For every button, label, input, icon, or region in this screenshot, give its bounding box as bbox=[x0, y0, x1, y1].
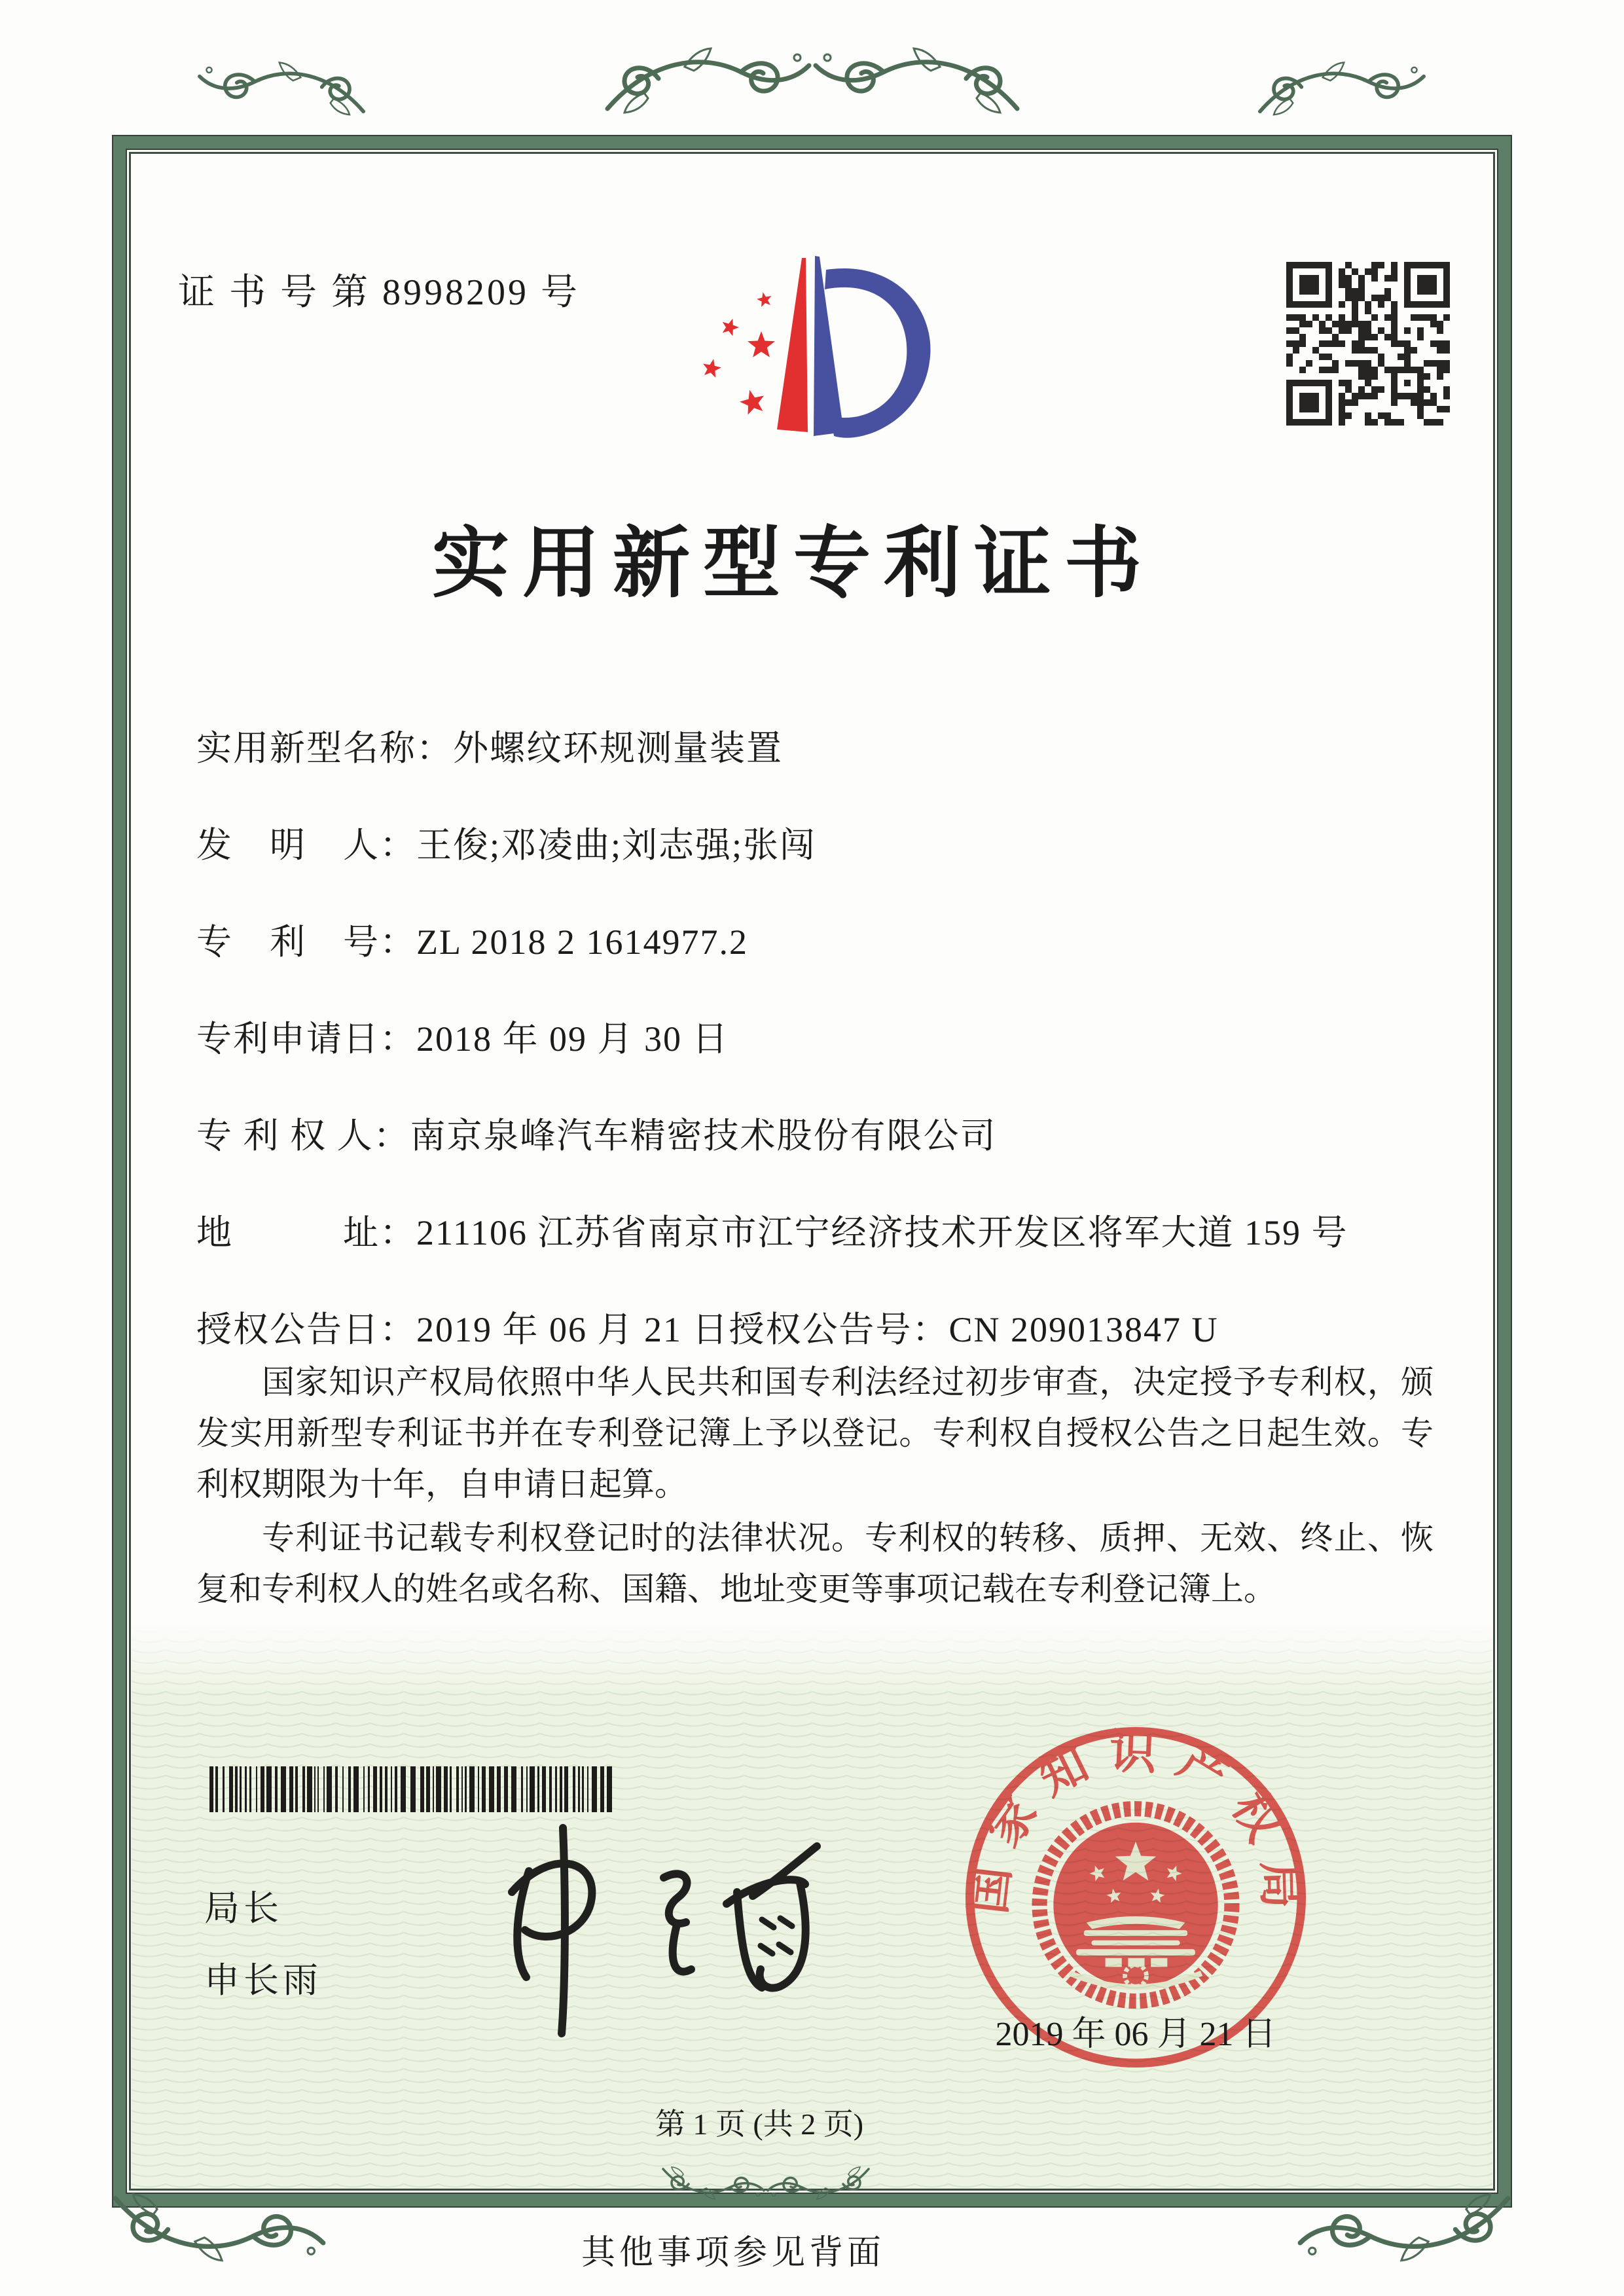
ornament-bottom-center-left bbox=[661, 2160, 766, 2201]
seal-ring-text: 国家知识产权局 bbox=[962, 1726, 1307, 1927]
field-value: CN 209013847 U bbox=[948, 1310, 1219, 1349]
seal-date: 2019 年 06 月 21 日 bbox=[995, 2016, 1276, 2053]
ornament-top-left bbox=[196, 60, 367, 124]
field-label: 地 址： bbox=[196, 1213, 416, 1252]
legal-paragraph-2: 专利证书记载专利权登记时的法律状况。专利权的转移、质押、无效、终止、恢复和专利权人的姓名或名称、国籍、地址变更等事项记载在专利登记簿上。 bbox=[196, 1520, 1434, 1607]
ornament-top-center-left bbox=[604, 46, 813, 124]
field-row-inventors bbox=[196, 817, 816, 867]
field-label: 专利申请日： bbox=[196, 1019, 416, 1059]
cnipa-logo-icon bbox=[681, 228, 956, 470]
field-label: 专 利 权 人： bbox=[196, 1116, 410, 1156]
qr-code bbox=[1286, 262, 1450, 426]
barcode bbox=[209, 1766, 612, 1812]
national-emblem bbox=[1039, 1809, 1232, 2001]
field-value: 2019 年 06 月 21 日 bbox=[416, 1310, 729, 1349]
field-row-filing-date bbox=[196, 1011, 729, 1061]
commissioner-title: 局长 bbox=[204, 1889, 283, 1928]
legal-paragraph-1: 国家知识产权局依照中华人民共和国专利法经过初步审查，决定授予专利权，颁发实用新型专利证书并在专利登记簿上予以登记。专利权自授权公告之日起生效。专利权期限为十年，自申请日起算。 bbox=[196, 1364, 1434, 1503]
field-value: 211106 江苏省南京市江宁经济技术开发区将军大道 159 号 bbox=[416, 1213, 1348, 1252]
field-value: ZL 2018 2 1614977.2 bbox=[416, 922, 748, 962]
field-label: 授权公告日： bbox=[196, 1310, 416, 1349]
certificate-number: 证 书 号 第 8998209 号 bbox=[178, 272, 580, 313]
field-label: 专 利 号： bbox=[196, 922, 416, 962]
ornament-bottom-center-right bbox=[766, 2160, 871, 2201]
field-row-address bbox=[196, 1205, 1348, 1255]
field-row-grant bbox=[196, 1302, 1219, 1352]
commissioner-name: 申长雨 bbox=[204, 1961, 322, 2000]
field-label: 授权公告号： bbox=[729, 1310, 949, 1349]
field-label: 发 明 人： bbox=[196, 826, 416, 865]
field-value: 外螺纹环规测量装置 bbox=[453, 729, 783, 768]
back-side-note: 其他事项参见背面 bbox=[581, 2234, 885, 2272]
ornament-top-right bbox=[1257, 60, 1427, 124]
ornament-bottom-left bbox=[111, 2180, 327, 2265]
field-value: 王俊;邓凌曲;刘志强;张闯 bbox=[416, 826, 817, 865]
ornament-bottom-right bbox=[1296, 2180, 1512, 2265]
field-label: 实用新型名称： bbox=[196, 729, 453, 768]
ornament-top-center-right bbox=[812, 46, 1021, 124]
commissioner-handwritten-signature bbox=[466, 1820, 846, 2043]
field-value: 2018 年 09 月 30 日 bbox=[416, 1019, 729, 1059]
page-number: 第 1 页 (共 2 页) bbox=[655, 2107, 864, 2141]
field-row-name bbox=[196, 720, 783, 771]
legal-text-block bbox=[196, 1357, 1434, 1617]
field-row-patentee bbox=[196, 1108, 997, 1158]
field-row-patent-number bbox=[196, 914, 748, 964]
field-value: 南京泉峰汽车精密技术股份有限公司 bbox=[410, 1116, 997, 1156]
certificate-title: 实用新型专利证书 bbox=[431, 521, 1155, 607]
